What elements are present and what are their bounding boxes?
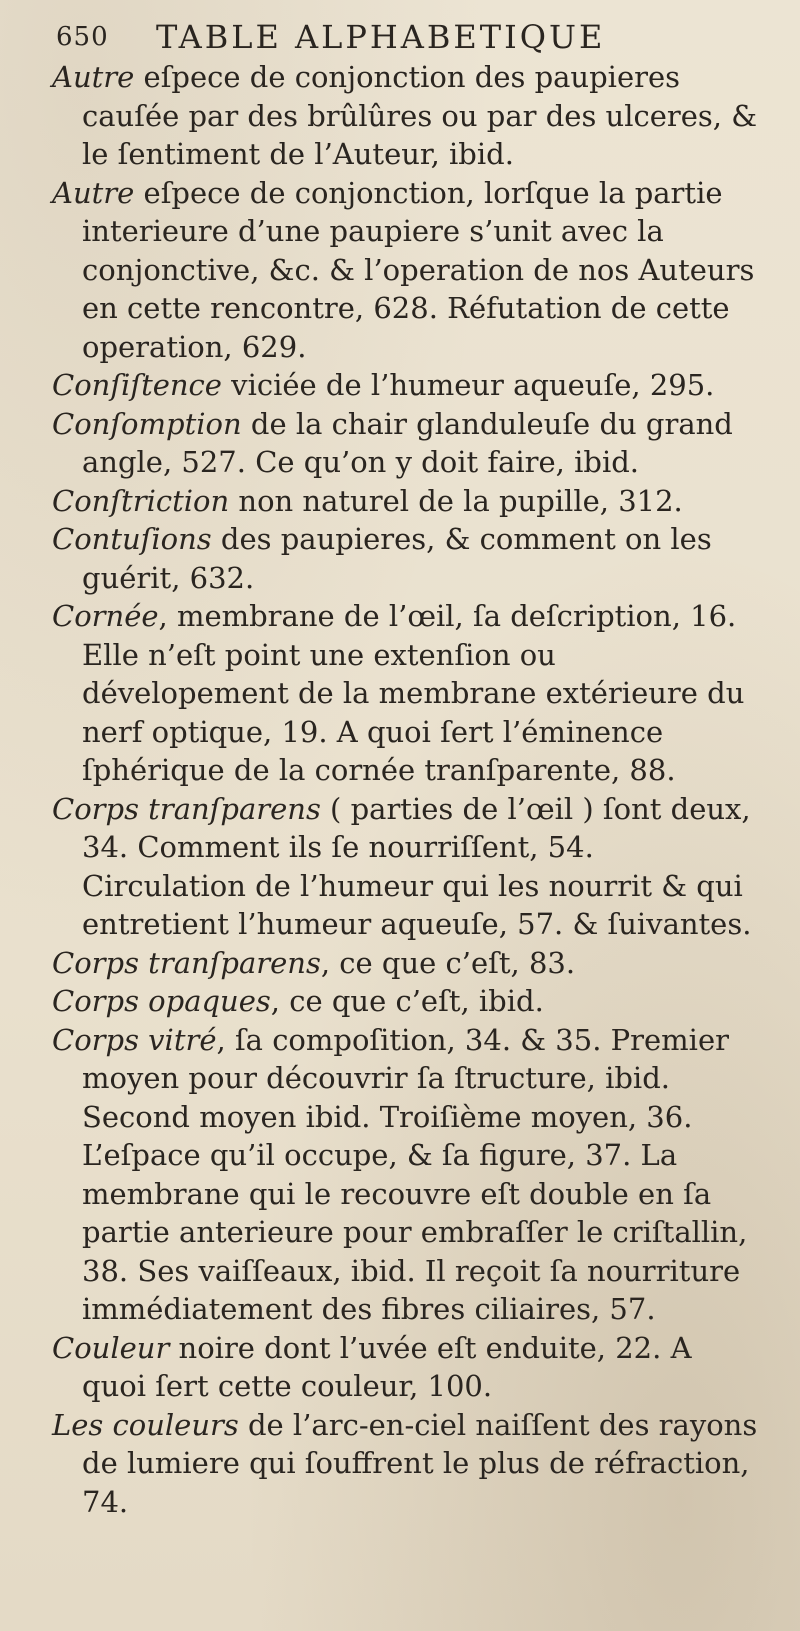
entry-text: eſpece de conjonction, lorſque la partie interieure d’une paupiere s’unit avec la conjonctive, &c. & l’operation de nos Auteurs en cette rencontre, 628. Réfutation de cette operation, 629. bbox=[82, 175, 755, 364]
index-entry bbox=[52, 1021, 764, 1329]
index-entry bbox=[52, 944, 764, 983]
index-entry bbox=[52, 482, 764, 521]
entry-text: , ſa compoſition, 34. & 35. Premier moyen pour découvrir ſa ſtructure, ibid. Second moyen ibid. Troiſième moyen, 36. L’eſpace qu’il occupe, & ſa figure, 37. La membrane qui le recouvre eſt double en ſa partie anterieure pour embraſſer le criſtallin, 38. Ses vaiſſeaux, ibid. Il reçoit ſa nourriture immédiatement des fibres ciliaires, 57. bbox=[82, 1022, 748, 1326]
index-entry bbox=[52, 1329, 764, 1406]
index-entry bbox=[52, 1406, 764, 1522]
index-entry bbox=[52, 405, 764, 482]
entry-headword: Conſtriction bbox=[52, 483, 230, 518]
page-number: 650 bbox=[56, 22, 109, 52]
entry-text: des paupieres, & comment on les guérit, 632. bbox=[82, 522, 712, 595]
index-entries bbox=[52, 58, 764, 1521]
entry-headword: Les couleurs bbox=[52, 1407, 239, 1442]
entry-headword: Conſiſtence bbox=[52, 368, 222, 402]
page-header bbox=[56, 18, 756, 58]
entry-headword: Autre bbox=[52, 175, 135, 210]
entry-headword: Cornée bbox=[52, 599, 159, 633]
entry-headword: Corps tranſparens bbox=[52, 945, 321, 980]
entry-text: viciée de l’humeur aqueuſe, 295. bbox=[221, 368, 715, 402]
entry-text: , ce que c’eſt, 83. bbox=[320, 945, 576, 980]
index-entry bbox=[52, 597, 764, 790]
entry-text: ( parties de l’œil ) ſont deux, 34. Comment ils ſe nourriſſent, 54. Circulation de l’humeur qui les nourrit & qui entretient l’humeur aqueuſe, 57. & ſuivantes. bbox=[82, 791, 752, 941]
entry-headword: Corps tranſparens bbox=[52, 791, 321, 826]
entry-headword: Autre bbox=[52, 60, 135, 94]
entry-text: de l’arc-en-ciel naiſſent des rayons de lumiere qui ſouffrent le plus de réfraction, 74. bbox=[82, 1407, 758, 1519]
index-entry bbox=[52, 790, 764, 944]
entry-headword: Corps opaques bbox=[52, 984, 271, 1018]
running-title: TABLE ALPHABETIQUE bbox=[156, 18, 606, 56]
index-entry bbox=[52, 366, 764, 405]
entry-text: de la chair glanduleuſe du grand angle, 527. Ce qu’on y doit faire, ibid. bbox=[82, 406, 733, 479]
entry-text: , membrane de l’œil, ſa deſcription, 16. Elle n’eſt point une extenſion ou dévelopement de la membrane extérieure du nerf optique, 19. A quoi ſert l’éminence ſphérique de la cornée tranſparente, 88. bbox=[82, 599, 745, 787]
entry-text: eſpece de conjonction des paupieres cauſée par des brûlûres ou par des ulceres, & le ſentiment de l’Auteur, ibid. bbox=[82, 60, 758, 171]
index-entry bbox=[52, 520, 764, 597]
entry-headword: Conſomption bbox=[52, 406, 242, 441]
index-entry bbox=[52, 58, 764, 174]
entry-headword: Corps vitré bbox=[52, 1022, 217, 1057]
entry-headword: Contuſions bbox=[52, 522, 212, 556]
entry-text: , ce que c’eſt, ibid. bbox=[270, 984, 544, 1018]
index-entry bbox=[52, 174, 764, 367]
entry-text: non naturel de la pupille, 312. bbox=[229, 483, 683, 518]
entry-headword: Couleur bbox=[52, 1330, 170, 1365]
index-entry bbox=[52, 982, 764, 1021]
entry-text: noire dont l’uvée eſt enduite, 22. A quoi ſert cette couleur, 100. bbox=[82, 1330, 692, 1403]
